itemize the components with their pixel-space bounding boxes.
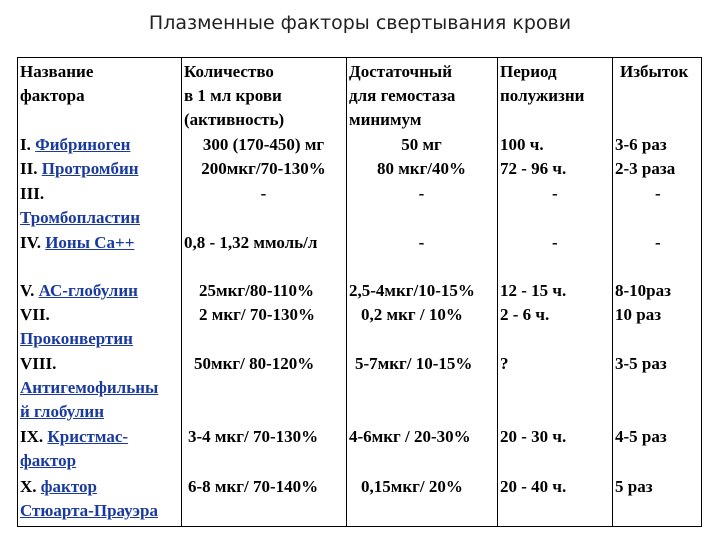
factor-link[interactable]: Тромбопластин bbox=[20, 208, 140, 227]
excess-cell: 2-3 раза bbox=[615, 159, 676, 178]
halflife-cell: 12 - 15 ч. bbox=[500, 281, 567, 300]
factor-name-cell: III. Тромбопластин bbox=[20, 182, 140, 230]
halflife-cell: 100 ч. bbox=[500, 135, 544, 154]
factor-link[interactable]: АС-глобулин bbox=[38, 281, 138, 300]
halflife-cell: - bbox=[552, 184, 558, 203]
factor-link[interactable]: Кристмас- bbox=[47, 427, 129, 446]
quantity-cell: 25мкг/80-110% bbox=[199, 281, 315, 300]
header-excess: Избыток bbox=[620, 62, 689, 81]
excess-cell: 8-10раз bbox=[615, 281, 671, 300]
excess-cell: 3-6 раз bbox=[615, 135, 667, 154]
header-halflife: Период полужизни bbox=[500, 62, 585, 105]
quantity-cell: 2 мкг/ 70-130% bbox=[199, 305, 315, 324]
factor-name-cell: VII. Проконвертин bbox=[20, 303, 133, 351]
minimum-cell: 0,2 мкг / 10% bbox=[361, 305, 463, 324]
factor-link[interactable]: фактор bbox=[40, 477, 97, 496]
factor-link[interactable]: Проконвертин bbox=[20, 329, 133, 348]
column-divider bbox=[181, 58, 182, 526]
excess-cell: 10 раз bbox=[615, 305, 662, 324]
quantity-cell: 200мкг/70-130% bbox=[201, 159, 326, 178]
excess-cell: - bbox=[655, 233, 661, 252]
factor-name-cell: V. АС-глобулин bbox=[20, 281, 138, 300]
halflife-cell: 20 - 30 ч. bbox=[500, 427, 567, 446]
header-quantity: Количество в 1 мл крови (активность) bbox=[184, 62, 285, 129]
excess-cell: 3-5 раз bbox=[615, 354, 667, 373]
excess-cell: 5 раз bbox=[615, 477, 653, 496]
header-sufficient-minimum: Достаточный для гемостаза минимум bbox=[349, 62, 456, 129]
factor-name-cell: II. Протромбин bbox=[20, 159, 139, 178]
minimum-cell: 2,5-4мкг/10-15% bbox=[349, 281, 475, 300]
header-name: Название фактора bbox=[20, 62, 94, 105]
column-divider bbox=[346, 58, 347, 526]
factor-link[interactable]: Ионы Са++ bbox=[45, 233, 135, 252]
factor-name-cell: IX. Кристмас- фактор bbox=[20, 425, 128, 473]
halflife-cell: - bbox=[552, 233, 558, 252]
minimum-cell: - bbox=[418, 184, 425, 203]
minimum-cell: 5-7мкг/ 10-15% bbox=[355, 354, 473, 373]
halflife-cell: 72 - 96 ч. bbox=[500, 159, 567, 178]
factor-link[interactable]: фактор bbox=[20, 451, 77, 470]
quantity-cell: 6-8 мкг/ 70-140% bbox=[188, 477, 319, 496]
quantity-cell: 0,8 - 1,32 ммоль/л bbox=[184, 233, 318, 252]
quantity-cell: 3-4 мкг/ 70-130% bbox=[188, 427, 319, 446]
minimum-cell: 80 мкг/40% bbox=[376, 159, 467, 178]
minimum-cell: 4-6мкг / 20-30% bbox=[349, 427, 471, 446]
factor-name-cell: I. Фибриноген bbox=[20, 135, 131, 154]
quantity-cell: 300 (170-450) мг bbox=[202, 135, 325, 154]
minimum-cell: - bbox=[418, 233, 425, 252]
minimum-cell: 0,15мкг/ 20% bbox=[361, 477, 463, 496]
factor-name-cell: X. фактор Стюарта-Прауэра bbox=[20, 475, 158, 523]
halflife-cell: 20 - 40 ч. bbox=[500, 477, 567, 496]
minimum-cell: 50 мг bbox=[401, 135, 442, 154]
factor-link[interactable]: Стюарта-Прауэра bbox=[20, 501, 158, 520]
halflife-cell: 2 - 6 ч. bbox=[500, 305, 550, 324]
column-divider bbox=[497, 58, 498, 526]
factor-name-cell: VIII. Антигемофильны й глобулин bbox=[20, 352, 158, 424]
excess-cell: 4-5 раз bbox=[615, 427, 667, 446]
page-title: Плазменные факторы свертывания крови bbox=[148, 12, 572, 34]
quantity-cell: - bbox=[260, 184, 267, 203]
excess-cell: - bbox=[655, 184, 661, 203]
factor-link[interactable]: Протромбин bbox=[41, 159, 139, 178]
factor-name-cell: IV. Ионы Са++ bbox=[20, 233, 135, 252]
coagulation-factors-table bbox=[17, 57, 702, 527]
quantity-cell: 50мкг/ 80-120% bbox=[194, 354, 315, 373]
factor-link[interactable]: Фибриноген bbox=[35, 135, 131, 154]
column-divider bbox=[612, 58, 613, 526]
factor-link[interactable]: Антигемофильны й глобулин bbox=[20, 378, 159, 421]
halflife-cell: ? bbox=[500, 354, 509, 373]
